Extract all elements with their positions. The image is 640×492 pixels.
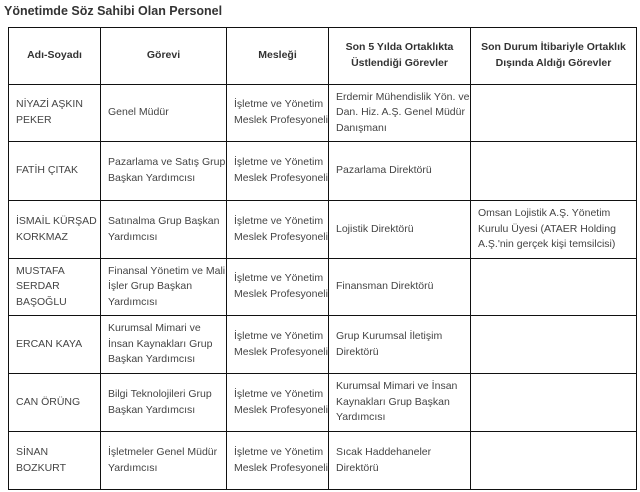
cell-profession: İşletme ve Yönetim Meslek Profesyoneli — [227, 259, 329, 316]
cell-role: Genel Müdür — [101, 85, 227, 142]
cell-name: MUSTAFA SERDAR BAŞOĞLU — [9, 259, 101, 316]
header-profession: Mesleği — [227, 28, 329, 85]
cell-role: Bilgi Teknolojileri Grup Başkan Yardımcısı — [101, 374, 227, 432]
cell-past-roles: Erdemir Mühendislik Yön. ve Dan. Hiz. A.Ş. Genel Müdür Danışmanı — [329, 85, 471, 142]
cell-profession: İşletme ve Yönetim Meslek Profesyoneli — [227, 374, 329, 432]
cell-role: Finansal Yönetim ve Mali İşler Grup Başkan Yardımcısı — [101, 259, 227, 316]
cell-name: SİNAN BOZKURT — [9, 432, 101, 490]
table-row — [9, 316, 637, 374]
header-past-roles: Son 5 Yılda Ortaklıkta Üstlendiği Görevler — [329, 28, 471, 85]
cell-past-roles: Kurumsal Mimari ve İnsan Kaynakları Grup Başkan Yardımcısı — [329, 374, 471, 432]
cell-past-roles: Grup Kurumsal İletişim Direktörü — [329, 316, 471, 374]
page-title: Yönetimde Söz Sahibi Olan Personel — [4, 4, 223, 18]
cell-profession: İşletme ve Yönetim Meslek Profesyoneli — [227, 85, 329, 142]
cell-role: Kurumsal Mimari ve İnsan Kaynakları Grup Başkan Yardımcısı — [101, 316, 227, 374]
cell-name: NİYAZİ AŞKIN PEKER — [9, 85, 101, 142]
cell-profession: İşletme ve Yönetim Meslek Profesyoneli — [227, 201, 329, 259]
table-row — [9, 85, 637, 142]
cell-external-roles: Omsan Lojistik A.Ş. Yönetim Kurulu Üyesi (ATAER Holding A.Ş.'nin gerçek kişi temsilcisi) — [471, 201, 637, 259]
cell-profession: İşletme ve Yönetim Meslek Profesyoneli — [227, 432, 329, 490]
header-external-roles: Son Durum İtibariyle Ortaklık Dışında Aldığı Görevler — [471, 28, 637, 85]
cell-name: FATİH ÇITAK — [9, 142, 101, 201]
table-row — [9, 374, 637, 432]
cell-external-roles — [471, 374, 637, 432]
personnel-table — [8, 27, 637, 490]
cell-name: İSMAİL KÜRŞAD KORKMAZ — [9, 201, 101, 259]
cell-external-roles — [471, 432, 637, 490]
cell-past-roles: Finansman Direktörü — [329, 259, 471, 316]
cell-external-roles — [471, 142, 637, 201]
cell-name: CAN ÖRÜNG — [9, 374, 101, 432]
cell-name: ERCAN KAYA — [9, 316, 101, 374]
cell-role: Satınalma Grup Başkan Yardımcısı — [101, 201, 227, 259]
cell-external-roles — [471, 316, 637, 374]
table-row — [9, 201, 637, 259]
cell-external-roles — [471, 259, 637, 316]
table-row — [9, 259, 637, 316]
cell-profession: İşletme ve Yönetim Meslek Profesyoneli — [227, 316, 329, 374]
table-header-row — [9, 28, 637, 85]
cell-past-roles: Lojistik Direktörü — [329, 201, 471, 259]
cell-past-roles: Sıcak Haddehaneler Direktörü — [329, 432, 471, 490]
cell-external-roles — [471, 85, 637, 142]
header-name: Adı-Soyadı — [9, 28, 101, 85]
cell-role: İşletmeler Genel Müdür Yardımcısı — [101, 432, 227, 490]
cell-profession: İşletme ve Yönetim Meslek Profesyoneli — [227, 142, 329, 201]
cell-past-roles: Pazarlama Direktörü — [329, 142, 471, 201]
table-row — [9, 142, 637, 201]
header-role: Görevi — [101, 28, 227, 85]
cell-role: Pazarlama ve Satış Grup Başkan Yardımcısı — [101, 142, 227, 201]
table-row — [9, 432, 637, 490]
